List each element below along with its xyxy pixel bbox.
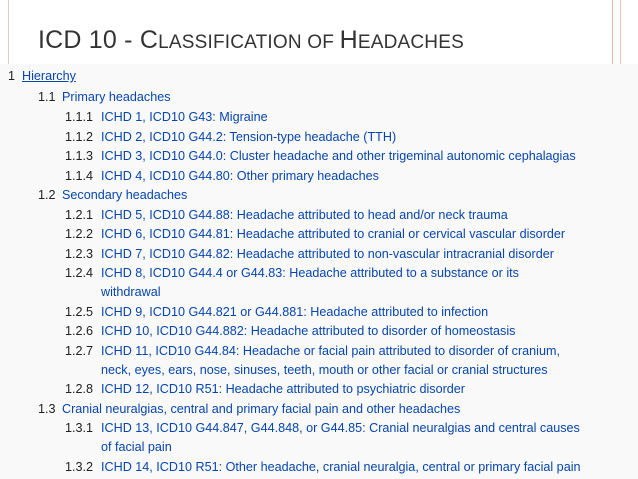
toc-number: 1.2.2	[65, 227, 94, 241]
toc-item-1-3[interactable]	[38, 400, 460, 419]
toc-number: 1.2	[38, 188, 56, 202]
toc-link[interactable]: ICHD 14, ICD10 R51: Other headache, cranial neuralgia, central or primary facial pain	[101, 460, 581, 474]
toc-link[interactable]: ICHD 10, ICD10 G44.882: Headache attributed to disorder of homeostasis	[101, 324, 516, 338]
toc-link[interactable]: ICHD 11, ICD10 G44.84: Headache or facial pain attributed to disorder of cranium,	[101, 344, 560, 358]
toc-link[interactable]: ICHD 3, ICD10 G44.0: Cluster headache and other trigeminal autonomic cephalagias	[101, 149, 576, 163]
toc-item-1-3-1[interactable]	[65, 419, 580, 438]
toc-link[interactable]: Hierarchy	[22, 69, 76, 83]
toc-item-1-2-4[interactable]	[65, 264, 519, 283]
toc-item-1-2-7[interactable]	[65, 342, 560, 361]
toc-number: 1.3.1	[65, 421, 94, 435]
toc-item-1-2-3[interactable]	[65, 245, 554, 264]
toc-number: 1.2.7	[65, 344, 94, 358]
toc-item-1-1-4[interactable]	[65, 167, 379, 186]
toc-panel	[0, 64, 638, 479]
toc-link[interactable]: ICHD 7, ICD10 G44.82: Headache attributed to non-vascular intracranial disorder	[101, 247, 554, 261]
toc-number: 1.1.2	[65, 130, 94, 144]
slide-frame-line-left	[8, 0, 9, 68]
toc-number: 1.2.1	[65, 208, 94, 222]
toc-link[interactable]: ICHD 12, ICD10 R51: Headache attributed to psychiatric disorder	[101, 382, 465, 396]
toc-link-continuation[interactable]: of facial pain	[101, 440, 172, 454]
slide-frame-line-right	[612, 0, 613, 68]
toc-item-1-2-1[interactable]	[65, 206, 508, 225]
toc-item-1[interactable]	[8, 67, 76, 86]
toc-item-1-1-3[interactable]	[65, 147, 576, 166]
toc-link[interactable]: ICHD 1, ICD10 G43: Migraine	[101, 110, 268, 124]
title-small-caps-2: EADACHES	[357, 32, 464, 53]
toc-number: 1.3.2	[65, 460, 94, 474]
toc-item-1-1[interactable]	[38, 88, 171, 107]
title-initial-c: C	[139, 26, 159, 54]
toc-number: 1.2.5	[65, 305, 94, 319]
toc-item-1-2-6[interactable]	[65, 322, 515, 341]
title-initial-h: H	[339, 26, 358, 54]
toc-number: 1.2.8	[65, 382, 94, 396]
toc-link[interactable]: ICHD 5, ICD10 G44.88: Headache attributed to head and/or neck trauma	[101, 208, 508, 222]
slide-frame-line-right-outer	[620, 0, 621, 68]
toc-number: 1.2.6	[65, 324, 94, 338]
title-prefix: ICD 10 -	[38, 26, 140, 54]
toc-item-1-1-2[interactable]	[65, 128, 396, 147]
toc-number: 1.3	[38, 402, 56, 416]
toc-link[interactable]: Secondary headaches	[62, 188, 188, 202]
toc-link[interactable]: ICHD 6, ICD10 G44.81: Headache attributed to cranial or cervical vascular disorder	[101, 227, 566, 241]
toc-item-1-2-2[interactable]	[65, 225, 565, 244]
title-small-caps-1: LASSIFICATION OF	[158, 32, 340, 53]
toc-number: 1.2.4	[65, 266, 94, 280]
toc-link[interactable]: ICHD 2, ICD10 G44.2: Tension-type headache (TTH)	[101, 130, 397, 144]
toc-link[interactable]: Cranial neuralgias, central and primary facial pain and other headaches	[62, 402, 461, 416]
toc-number: 1.1.1	[65, 110, 94, 124]
toc-link[interactable]: ICHD 8, ICD10 G44.4 or G44.83: Headache attributed to a substance or its	[101, 266, 519, 280]
toc-link[interactable]: ICHD 13, ICD10 G44.847, G44.848, or G44.85: Cranial neuralgias and central causes	[101, 421, 580, 435]
toc-item-1-2-8[interactable]	[65, 380, 465, 399]
toc-item-1-2[interactable]	[38, 186, 187, 205]
toc-link[interactable]: ICHD 9, ICD10 G44.821 or G44.881: Headache attributed to infection	[101, 305, 489, 319]
toc-item-1-3-2[interactable]	[65, 458, 581, 477]
toc-number: 1.1.3	[65, 149, 94, 163]
toc-link-continuation[interactable]: withdrawal	[101, 285, 161, 299]
slide-title	[38, 26, 464, 55]
toc-number: 1.1.4	[65, 169, 94, 183]
toc-number: 1	[8, 69, 16, 83]
toc-link[interactable]: ICHD 4, ICD10 G44.80: Other primary headaches	[101, 169, 379, 183]
toc-item-1-1-1[interactable]	[65, 108, 268, 127]
toc-link[interactable]: Primary headaches	[62, 90, 171, 104]
toc-number: 1.2.3	[65, 247, 94, 261]
toc-link-continuation[interactable]: neck, eyes, ears, nose, sinuses, teeth, mouth or other facial or cranial structures	[101, 363, 548, 377]
toc-item-1-2-5[interactable]	[65, 303, 488, 322]
toc-number: 1.1	[38, 90, 56, 104]
